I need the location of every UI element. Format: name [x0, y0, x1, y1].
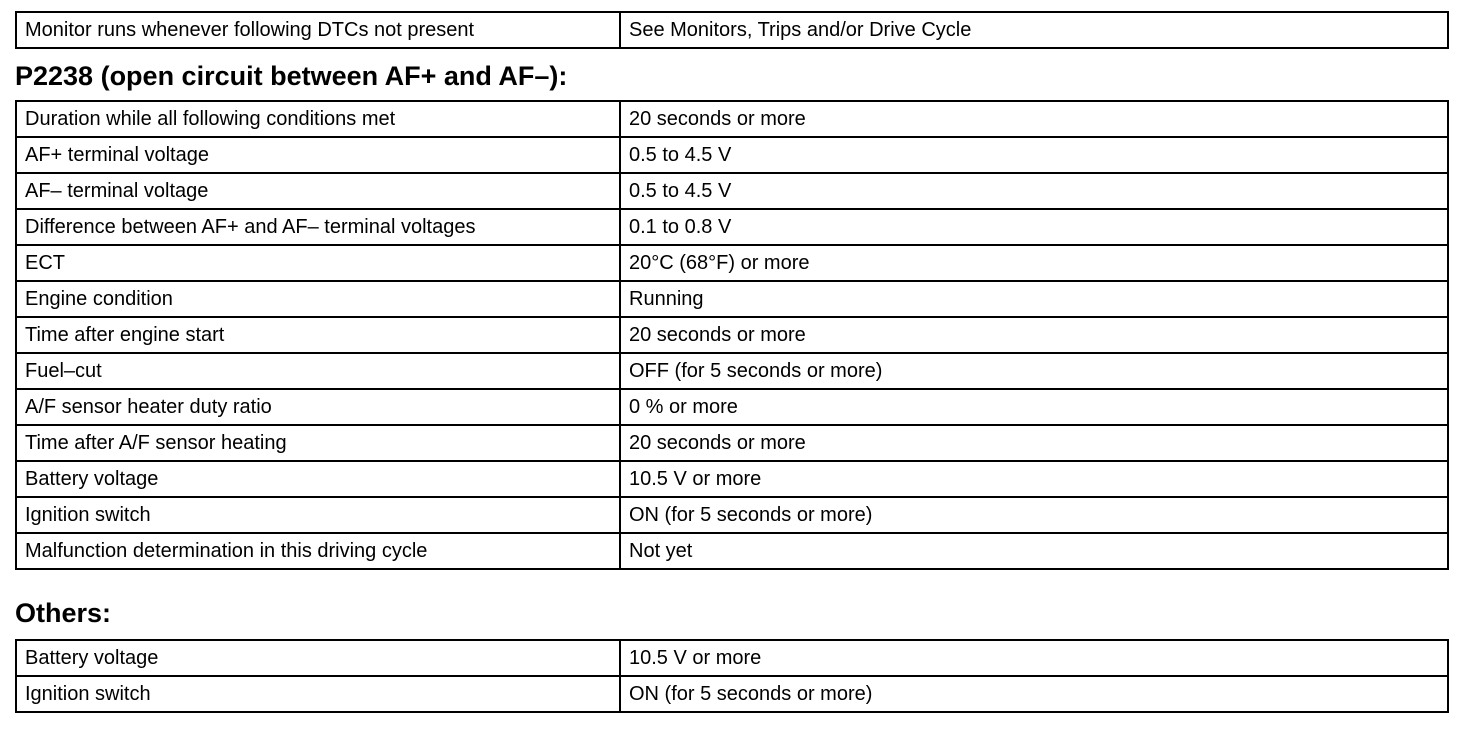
others-conditions-table: [15, 639, 1449, 713]
condition-label: ECT: [16, 245, 620, 281]
condition-label: Ignition switch: [16, 676, 620, 712]
table-row: [16, 209, 1448, 245]
section-heading-p2238: P2238 (open circuit between AF+ and AF–):: [15, 61, 568, 91]
condition-label: Time after A/F sensor heating: [16, 425, 620, 461]
table-row: [16, 676, 1448, 712]
table-row: [16, 389, 1448, 425]
condition-value: Running: [620, 281, 1448, 317]
condition-value: 20 seconds or more: [620, 317, 1448, 353]
condition-value: 0 % or more: [620, 389, 1448, 425]
table-row: [16, 533, 1448, 569]
table-row: [16, 173, 1448, 209]
condition-label: Difference between AF+ and AF– terminal voltages: [16, 209, 620, 245]
condition-value: 20°C (68°F) or more: [620, 245, 1448, 281]
condition-value: 0.5 to 4.5 V: [620, 137, 1448, 173]
condition-value: 20 seconds or more: [620, 101, 1448, 137]
table-row: [16, 497, 1448, 533]
table-row: [16, 317, 1448, 353]
p2238-conditions-table: [15, 100, 1449, 570]
condition-value: 0.1 to 0.8 V: [620, 209, 1448, 245]
table-row: [16, 640, 1448, 676]
condition-label: Ignition switch: [16, 497, 620, 533]
table-row: [16, 353, 1448, 389]
condition-label: Fuel–cut: [16, 353, 620, 389]
condition-value: 0.5 to 4.5 V: [620, 173, 1448, 209]
table-row: [16, 12, 1448, 48]
condition-label: Monitor runs whenever following DTCs not present: [16, 12, 620, 48]
condition-label: Duration while all following conditions met: [16, 101, 620, 137]
condition-value: OFF (for 5 seconds or more): [620, 353, 1448, 389]
condition-label: Engine condition: [16, 281, 620, 317]
condition-value: 20 seconds or more: [620, 425, 1448, 461]
monitor-conditions-table: [15, 11, 1449, 49]
condition-label: Battery voltage: [16, 461, 620, 497]
condition-label: AF– terminal voltage: [16, 173, 620, 209]
condition-value: See Monitors, Trips and/or Drive Cycle: [620, 12, 1448, 48]
condition-label: AF+ terminal voltage: [16, 137, 620, 173]
condition-value: Not yet: [620, 533, 1448, 569]
condition-value: ON (for 5 seconds or more): [620, 676, 1448, 712]
condition-value: 10.5 V or more: [620, 640, 1448, 676]
section-heading-others: Others:: [15, 598, 112, 628]
table-row: [16, 245, 1448, 281]
table-row: [16, 101, 1448, 137]
table-row: [16, 137, 1448, 173]
condition-label: A/F sensor heater duty ratio: [16, 389, 620, 425]
condition-label: Time after engine start: [16, 317, 620, 353]
condition-value: ON (for 5 seconds or more): [620, 497, 1448, 533]
table-row: [16, 461, 1448, 497]
table-row: [16, 281, 1448, 317]
condition-label: Malfunction determination in this driving cycle: [16, 533, 620, 569]
condition-label: Battery voltage: [16, 640, 620, 676]
table-row: [16, 425, 1448, 461]
condition-value: 10.5 V or more: [620, 461, 1448, 497]
